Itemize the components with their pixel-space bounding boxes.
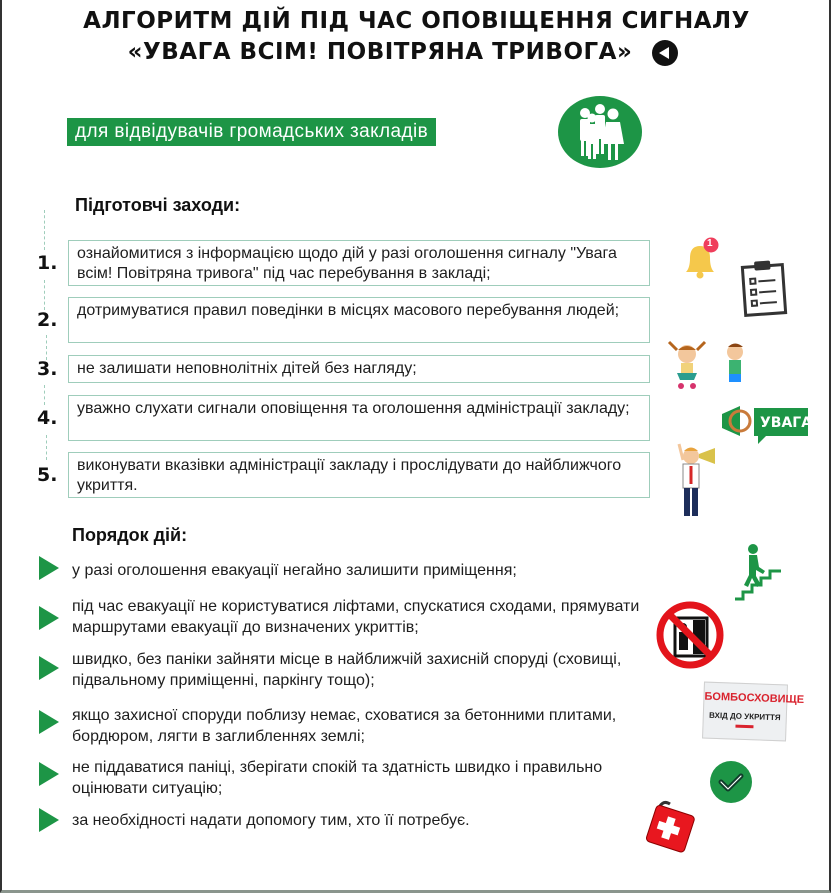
dashed-connector — [44, 280, 45, 310]
bullet-arrow-icon — [39, 656, 59, 680]
bullet-arrow-icon — [39, 808, 59, 832]
bell-badge-count: 1 — [707, 238, 713, 249]
action-item-5: не піддаватися паніці, зберігати спокій та здатність швидко і правильно оцінювати ситуацію; — [72, 759, 603, 797]
action-item-4: якщо захисної споруди поблизу немає, сховатися за бетонними плитами, бордюром, лягти в заглибленнях землі; — [72, 707, 617, 745]
step-number: 2. — [37, 309, 58, 331]
title-line-1: АЛГОРИТМ ДІЙ ПІД ЧАС ОПОВІЩЕННЯ СИГНАЛУ — [83, 8, 750, 34]
dashed-connector — [44, 210, 45, 250]
action-item-2: під час евакуації не користуватися ліфтами, спускатися сходами, прямувати маршрутами евакуації до визначених укриттів; — [72, 598, 640, 636]
audience-banner: для відвідувачів громадських закладів — [67, 118, 436, 146]
bullet-arrow-icon — [39, 762, 59, 786]
bomb-shelter-sign — [702, 682, 805, 742]
dashed-connector — [44, 385, 45, 405]
title-line-2: «УВАГА ВСІМ! ПОВІТРЯНА ТРИВОГА» — [127, 39, 633, 65]
action-item-6: за необхідності надати допомогу тим, хто її потребує. — [72, 812, 470, 829]
megaphone-icon — [652, 40, 678, 66]
uvaga-megaphone-sign — [720, 398, 819, 453]
dashed-connector — [46, 435, 47, 460]
prep-item-2: дотримуватися правил поведінки в місцях масового перебування людей; — [68, 297, 650, 343]
prep-item-1: ознайомитися з інформацією щодо дій у разі оголошення сигналу "Увага всім! Повітряна тривога" під час перебування в закладі; — [68, 240, 650, 286]
prep-item-5: виконувати вказівки адміністрації закладу і прослідувати до найближчого укриття. — [68, 452, 650, 498]
shelter-sign-title: БОМБОСХОВИЩЕ — [704, 690, 805, 707]
actions-title: Порядок дій: — [72, 525, 188, 545]
action-item-3: швидко, без паніки зайняти місце в найближчій захисній споруді (сховищі, підвальному приміщенні, паркінгу тощо); — [72, 651, 622, 689]
step-number: 1. — [37, 252, 58, 274]
check-circle-icon — [709, 760, 753, 809]
dashed-connector — [46, 335, 47, 360]
step-number: 4. — [37, 407, 58, 429]
action-item-1: у разі оголошення евакуації негайно залишити приміщення; — [72, 562, 517, 579]
children-playing-illustration — [665, 338, 755, 399]
bullet-arrow-icon — [39, 606, 59, 630]
first-aid-kit-icon — [646, 798, 696, 865]
people-group-icon — [558, 96, 642, 168]
prep-item-3: не залишати неповнолітніх дітей без нагляду; — [68, 355, 650, 383]
man-with-megaphone-illustration — [675, 440, 725, 527]
bell-notification-icon — [680, 236, 724, 280]
preparation-title: Підготовчі заходи: — [75, 195, 241, 215]
step-number: 3. — [37, 358, 58, 380]
clipboard-checklist-icon — [740, 258, 788, 323]
uvaga-label: УВАГА! — [760, 415, 819, 431]
step-number: 5. — [37, 464, 58, 486]
shelter-sign-subtitle: ВХІД ДО УКРИТТЯ — [708, 710, 781, 723]
prep-item-4: уважно слухати сигнали оповіщення та оголошення адміністрації закладу; — [68, 395, 650, 441]
bullet-arrow-icon — [39, 710, 59, 734]
no-elevator-icon — [655, 600, 725, 675]
people-group-glyph — [558, 96, 642, 168]
bullet-arrow-icon — [39, 556, 59, 580]
shelter-arrow-icon — [735, 725, 753, 729]
stairs-exit-icon — [735, 543, 785, 606]
